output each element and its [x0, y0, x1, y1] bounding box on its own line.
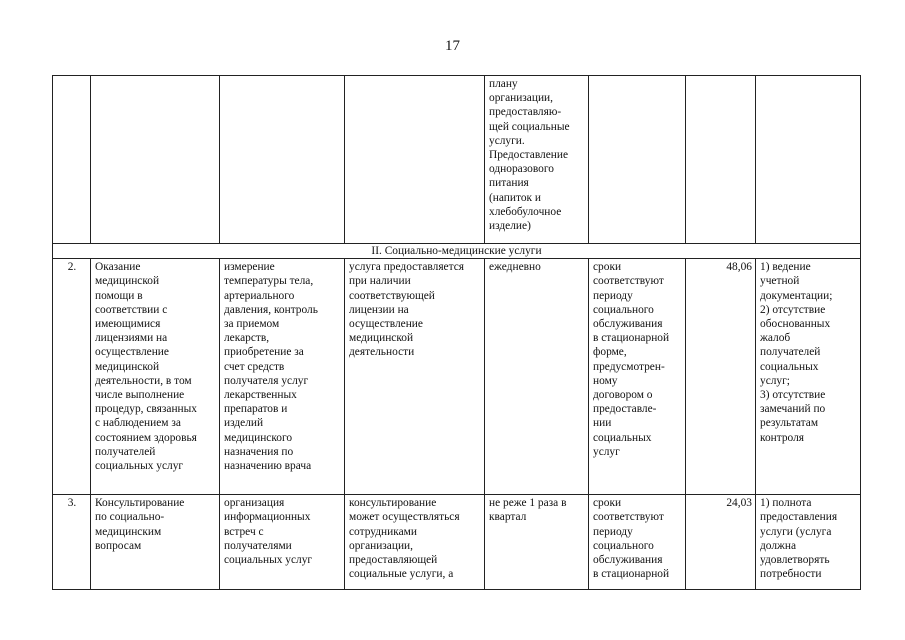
cell-frequency: не реже 1 раза в квартал	[485, 495, 589, 590]
cell-term: сроки соответствуют периоду социального обслуживания в стационарной	[589, 495, 686, 590]
cell-num	[53, 76, 91, 244]
cell-name: Оказание медицинской помощи в соответствии с имеющимися лицензиями на осуществление медицинской деятельности, в том числе выполнение процедур, связанных с наблюдением за состоянием здоровья получателей социальных услуг	[91, 259, 220, 495]
cell-continuation-text: плану организации, предоставляю- щей социальные услуги. Предоставление одноразового питания (напиток и хлебобулочное изделие)	[485, 76, 589, 244]
cell-name	[91, 76, 220, 244]
table-section-header	[53, 244, 861, 259]
cell-content: измерение температуры тела, артериального давления, контроль за приемом лекарств, приобретение за счет средств получателя услуг лекарственных препаратов и изделий медицинского назначения по назначению врача	[220, 259, 345, 495]
cell-frequency: ежедневно	[485, 259, 589, 495]
cell-term: сроки соответствуют периоду социального обслуживания в стационарной форме, предусмотрен- ному договором о предоставле- нии социальных услуг	[589, 259, 686, 495]
cell-content: организация информационных встреч с получателями социальных услуг	[220, 495, 345, 590]
cell-term	[589, 76, 686, 244]
cell-num: 3.	[53, 495, 91, 590]
cell-quality: 1) полнота предоставления услуги (услуга должна удовлетворять потребности	[756, 495, 861, 590]
cell-conditions: услуга предоставляется при наличии соответствующей лицензии на осуществление медицинской деятельности	[345, 259, 485, 495]
cell-quality	[756, 76, 861, 244]
cell-conditions	[345, 76, 485, 244]
cell-name: Консультирование по социально- медицинским вопросам	[91, 495, 220, 590]
cell-price: 24,03	[686, 495, 756, 590]
section-title: II. Социально-медицинские услуги	[53, 244, 861, 259]
table-row-continuation	[53, 76, 861, 244]
table-row	[53, 495, 861, 590]
services-table	[52, 75, 861, 590]
page-number: 17	[445, 38, 460, 54]
cell-content	[220, 76, 345, 244]
cell-price: 48,06	[686, 259, 756, 495]
cell-conditions: консультирование может осуществляться сотрудниками организации, предоставляющей социальные услуги, а	[345, 495, 485, 590]
cell-num: 2.	[53, 259, 91, 495]
cell-quality: 1) ведение учетной документации; 2) отсутствие обоснованных жалоб получателей социальных услуг; 3) отсутствие замечаний по результатам контроля	[756, 259, 861, 495]
cell-price	[686, 76, 756, 244]
table-row	[53, 259, 861, 495]
